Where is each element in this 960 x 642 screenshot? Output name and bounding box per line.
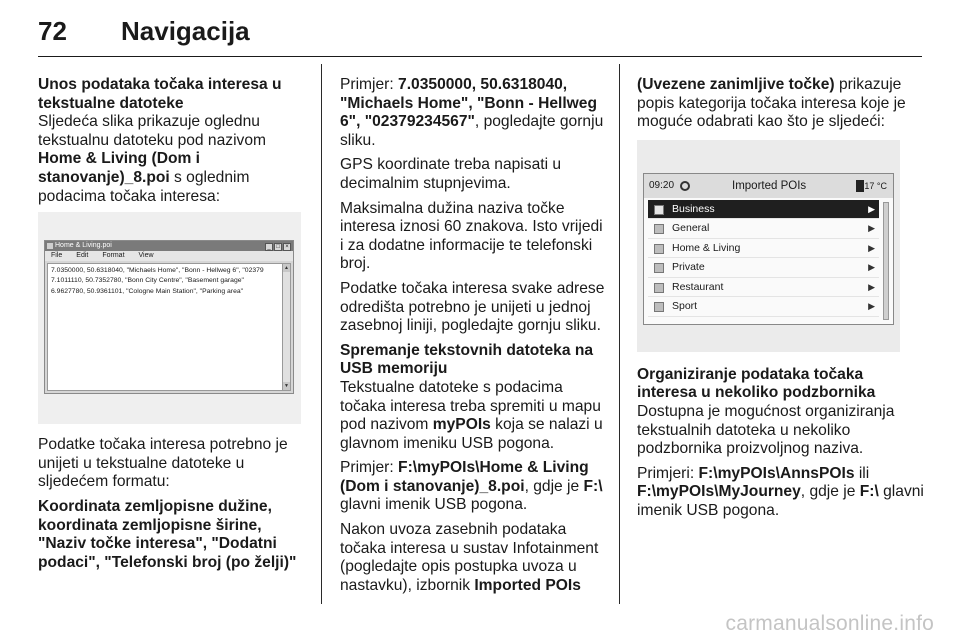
list-item-label: Restaurant [672,280,724,293]
subfolder-paragraph: Dostupna je mogućnost organiziranja tekstualnih datoteka u nekoliko podzbornika proizvoljnog naziva. [637,402,895,458]
watermark: carmanualsonline.info [725,612,934,635]
list-item-label: Sport [672,300,698,313]
list-item-label: Private [672,261,705,274]
screen-status-bar [644,174,893,198]
thermometer-icon [856,180,864,192]
example-data: 7.0350000, 50.6318040, "Michaels Home", "Bonn - Hellweg 6", "02379234567" [340,76,597,131]
list-item[interactable] [648,297,879,317]
path-example-mid: , gdje je [524,477,584,495]
chevron-right-icon: ▶ [868,262,875,273]
category-icon [654,302,664,312]
path-example-label: Primjer: [340,459,399,477]
chevron-right-icon: ▶ [868,242,875,253]
intro-paragraph [38,113,308,206]
path-example: F:\myPOIs\Home & Living (Dom i stanovanje)_8.poi [340,459,589,495]
gps-paragraph: GPS koordinate treba napisati u decimalnim stupnjevima. [340,156,562,192]
column-2 [340,76,610,601]
editor-scrollbar[interactable] [282,263,291,391]
category-icon [654,263,664,273]
folder-name: myPOIs [432,416,491,434]
minimize-icon[interactable]: _ [265,243,273,251]
subfolder-example-label: Primjeri: [637,464,699,482]
category-icon [654,205,664,215]
intro-text: Sljedeća slika prikazuje oglednu tekstualnu datoteku pod nazivom [38,113,266,149]
scroll-up-icon[interactable]: ▲ [284,265,289,272]
poi-file-figure [38,212,301,424]
section-heading-usb: Spremanje tekstovnih datoteka na USB memoriju [340,341,594,378]
back-icon[interactable] [680,181,690,191]
poi-category-list [648,200,879,317]
poi-line: 7.1011110, 50.7352780, "Bonn City Centre", "Basement garage" [51,277,244,285]
column-divider-2 [619,64,620,604]
one-line-paragraph: Podatke točaka interesa svake adrese odredišta potrebno je unijeti u jednoj zasebnoj liniji, pogledajte gornju sliku. [340,279,605,335]
menu-format[interactable]: Format [102,252,125,260]
document-icon [47,243,53,249]
window-controls [264,242,291,252]
category-icon [654,224,664,234]
intro-text-end: s oglednim podacima točaka interesa: [38,168,250,205]
list-item[interactable] [648,219,879,239]
example-paragraph [340,76,610,150]
maximize-icon[interactable]: □ [274,243,282,251]
menu-description [637,76,927,132]
menu-edit[interactable]: Edit [76,252,89,260]
example-label: Primjer: [340,76,399,93]
import-paragraph [340,521,610,595]
chevron-right-icon: ▶ [868,301,875,312]
scroll-down-icon[interactable]: ▼ [284,383,289,390]
save-text-end: koja se nalazi u glavnom imeniku USB pogona. [340,416,603,452]
list-scrollbar[interactable] [883,202,889,320]
list-item-label: Business [672,202,715,215]
column-divider-1 [321,64,322,604]
close-icon[interactable]: × [283,243,291,251]
menu-file[interactable]: File [51,252,63,260]
max-length-paragraph: Maksimalna dužina naziva točke interesa iznosi 60 znakova. Isto vrijedi i za dodatne informacije te telefonski broj. [340,199,603,273]
subfolder-path-1: F:\myPOIs\AnnsPOIs [698,464,855,482]
page-number: 72 [38,16,67,46]
poi-line: 6.9627780, 50.9361101, "Cologne Main Station", "Parking area" [51,287,244,295]
chapter-title: Navigacija [121,16,250,46]
list-item[interactable] [648,258,879,278]
clock: 09:20 [649,179,675,191]
sample-filename: Home & Living (Dom i stanovanje)_8.poi [38,150,201,186]
header-divider [38,56,922,57]
infotainment-screen [643,173,894,325]
editor-title: Home & Living.poi [55,242,112,250]
screen-title: Imported POIs [732,179,807,192]
chevron-right-icon: ▶ [868,281,875,292]
list-item-label: General [672,222,710,235]
poi-line: 7.0350000, 50.6318040, "Michaels Home", "Bonn - Hellweg 6", "02379 [51,267,264,275]
menu-description-text: prikazuje popis kategorija točaka interesa koje je moguće odabrati kao što je sljedeći: [637,76,906,131]
subfolder-path-2: F:\myPOIs\MyJourney [637,483,801,501]
subfolder-example [637,465,927,521]
list-item[interactable] [648,278,879,298]
list-item-label: Home & Living [672,241,741,254]
text-editor-window [44,240,294,394]
column-1 [38,76,308,578]
chevron-right-icon: ▶ [868,203,875,214]
subfolder-mid: , gdje je [800,483,860,501]
section-heading-poi-entry: Unos podataka točaka interesa u tekstualne datoteke [38,76,282,112]
save-text: Tekstualne datoteke s podacima točaka interesa treba spremiti u mapu pod nazivom [340,378,601,434]
column-3 [637,76,927,527]
list-item[interactable] [648,239,879,259]
category-icon [654,283,664,293]
menu-view[interactable]: View [138,252,154,260]
menu-name: Imported POIs [474,576,581,594]
editor-titlebar [45,241,293,251]
save-paragraph [340,379,610,453]
editor-text-area[interactable] [47,263,283,391]
root-drive: F:\ [859,483,879,501]
editor-menubar [45,251,293,261]
list-item[interactable] [648,200,879,220]
path-example-paragraph [340,459,610,515]
section-heading-subfolders: Organiziranje podataka točaka interesa u nekoliko podzbornika [637,365,876,402]
example-suffix: , pogledajte gornju sliku. [340,113,604,149]
temperature: 17 °C [864,180,887,191]
subfolder-or: ili [854,464,870,482]
format-spec: Koordinata zemljopisne dužine, koordinata zemljopisne širine, "Naziv točke interesa", "Dodatni podaci", "Telefonski broj (po želji)" [38,497,297,571]
path-example-end: glavni imenik USB pogona. [340,496,528,514]
subfolder-example-end: glavni imenik USB pogona. [637,483,924,519]
category-icon [654,244,664,254]
import-text: Nakon uvoza zasebnih podataka točaka interesa u sustav Infotainment (pogledajte opis postupka uvoza u nastavku), izbornik [340,521,599,594]
chevron-right-icon: ▶ [868,223,875,234]
imported-pois-figure [637,140,900,352]
page-header [38,16,922,60]
format-intro: Podatke točaka interesa potrebno je unijeti u tekstualne datoteke u sljedećem formatu: [38,436,288,491]
menu-translation: (Uvezene zanimljive točke) [637,76,835,93]
root-drive: F:\ [583,477,603,495]
